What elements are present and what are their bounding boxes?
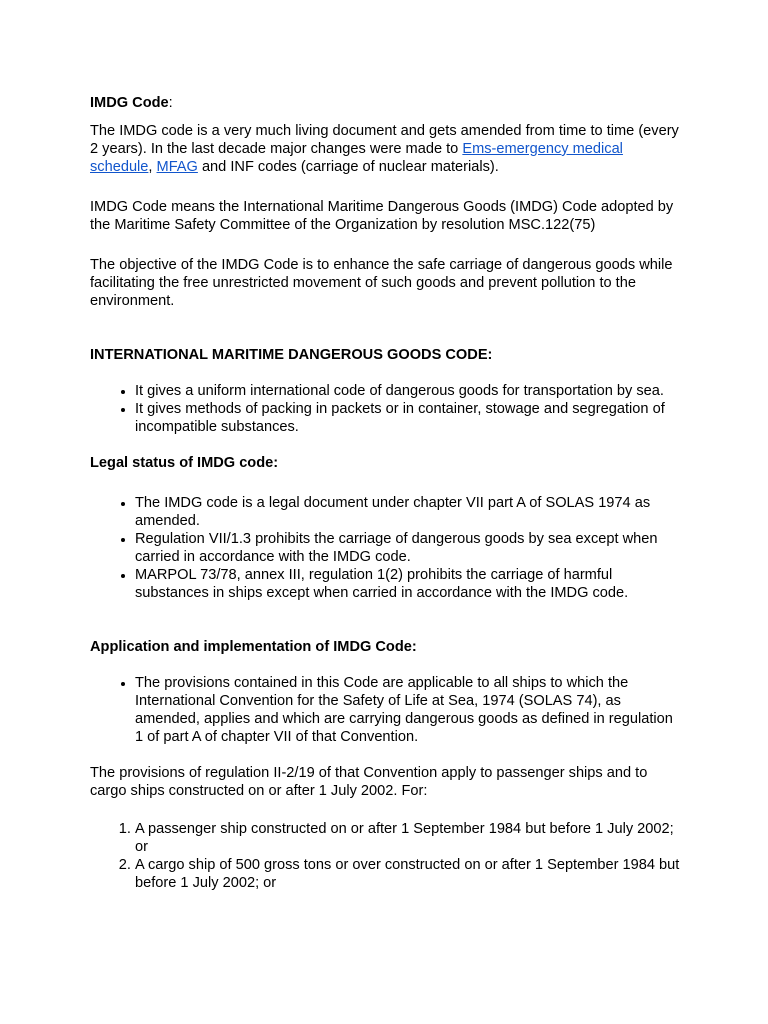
list-item: • Regulation VII/1.3 prohibits the carriage of dangerous goods by sea except when carried in accordance with the IMDG code. — [135, 530, 680, 566]
definition-paragraph: IMDG Code means the International Maritime Dangerous Goods (IMDG) Code adopted by the Maritime Safety Committee of the Organization by resolution MSC.122(75) — [90, 199, 674, 233]
list-item: • The IMDG code is a legal document under chapter VII part A of SOLAS 1974 as amended. — [135, 494, 680, 530]
intro-text-2: and INF codes (carriage of nuclear materials). — [197, 159, 499, 175]
ems-link[interactable]: Ems-emergency medical schedule — [90, 141, 623, 175]
numbered-item: 2. A cargo ship of 500 gross tons or over constructed on or after 1 September 1984 but before 1 July 2002; or — [135, 856, 680, 892]
section2-heading: Legal status of IMDG code: — [90, 455, 279, 471]
numbered-item: 1. A passenger ship constructed on or after 1 September 1984 but before 1 July 2002; or — [135, 820, 680, 856]
section1-heading: INTERNATIONAL MARITIME DANGEROUS GOODS CODE: — [90, 347, 493, 363]
doc-title: IMDG Code — [90, 95, 169, 111]
section3-numbered-list — [90, 820, 680, 892]
mfag-link[interactable]: MFAG — [156, 159, 198, 175]
section3-list — [90, 674, 680, 746]
list-item: • MARPOL 73/78, annex III, regulation 1(2) prohibits the carriage of harmful substances in ships except when carried in accordance with the IMDG code. — [135, 566, 680, 602]
section1-list — [90, 382, 680, 436]
section2-list — [90, 494, 680, 602]
list-item: • It gives methods of packing in packets or in container, stowage and segregation of incompatible substances. — [135, 400, 680, 436]
document-body — [90, 94, 680, 892]
list-item: • It gives a uniform international code of dangerous goods for transportation by sea. — [135, 382, 680, 400]
section3-paragraph: The provisions of regulation II-2/19 of that Convention apply to passenger ships and to cargo ships constructed on or after 1 July 2002. For: — [90, 765, 648, 799]
list-item: • The provisions contained in this Code are applicable to all ships to which the International Convention for the Safety of Life at Sea, 1974 (SOLAS 74), as amended, applies and which are carrying dangerous goods as defined in regulation 1 of part A of chapter VII of that Convention. — [135, 674, 680, 746]
objective-paragraph: The objective of the IMDG Code is to enhance the safe carriage of dangerous goods while facilitating the free unrestricted movement of such goods and prevent pollution to the environment. — [90, 257, 673, 309]
doc-title-colon: : — [168, 95, 173, 111]
doc-title-line — [90, 94, 680, 112]
intro-separator: , — [148, 159, 157, 175]
intro-text-1: The IMDG code is a very much living document and gets amended from time to time (every 2 years). In the last decade major changes were made to — [90, 123, 679, 157]
section3-heading: Application and implementation of IMDG Code: — [90, 639, 417, 655]
intro-paragraph — [90, 122, 680, 176]
